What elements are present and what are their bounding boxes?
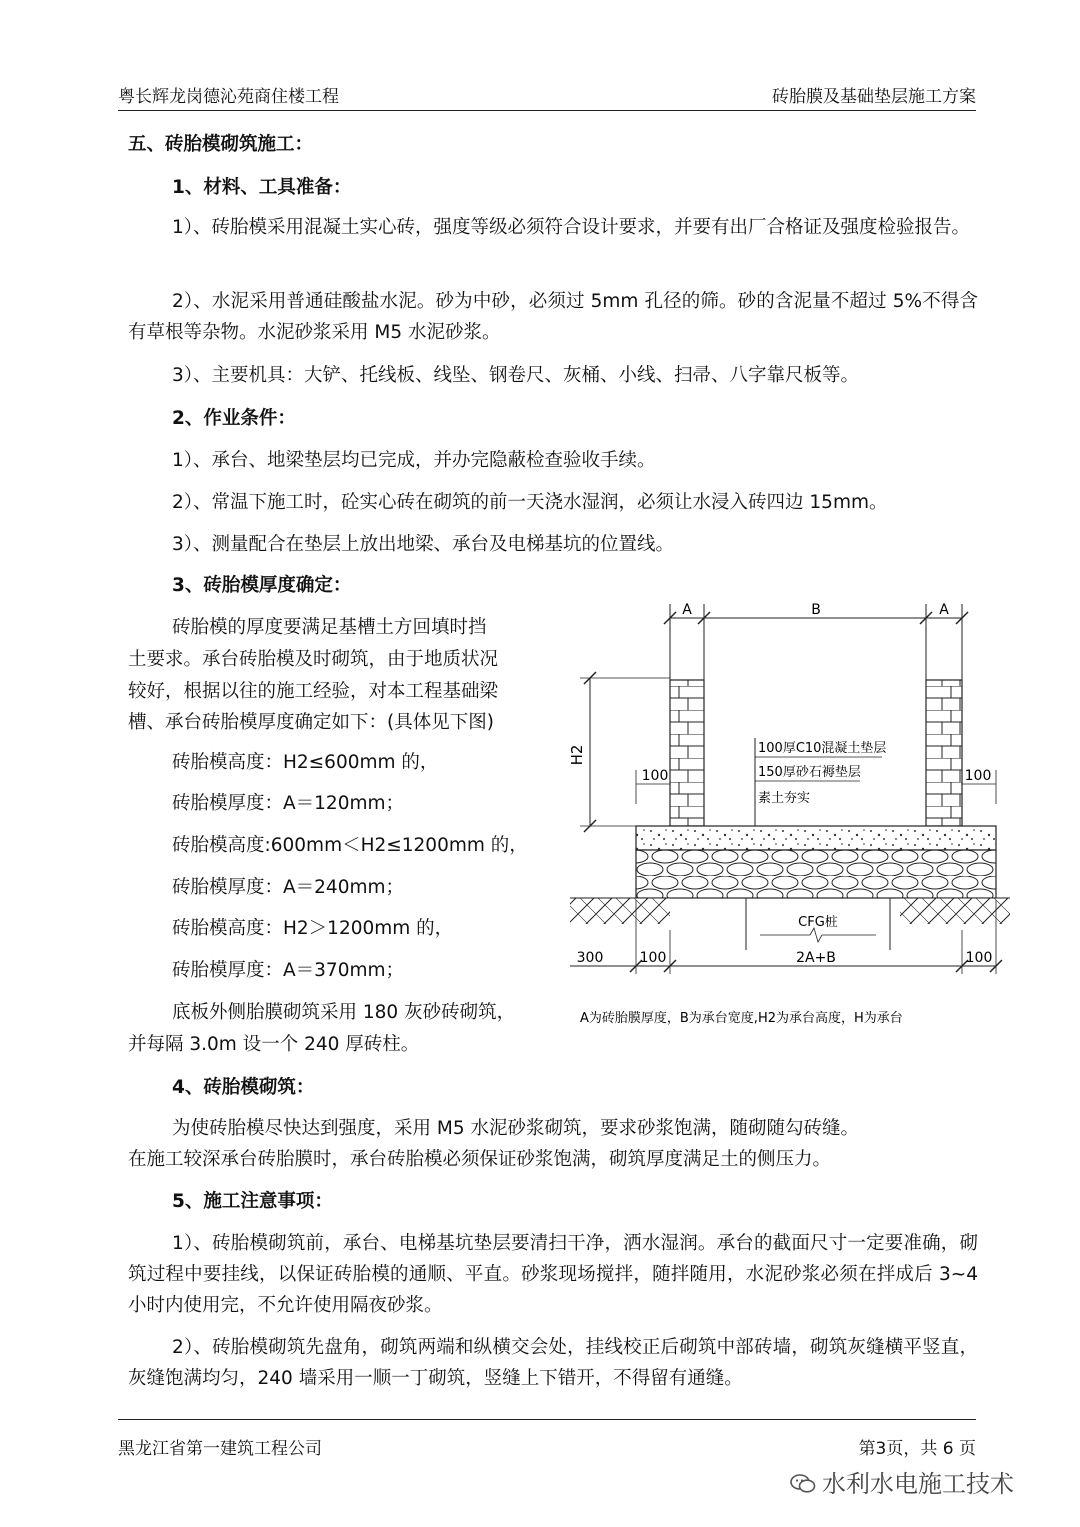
- rule-line: 砖胎模厚度：A＝370mm；: [172, 960, 405, 981]
- concrete-cushion-layer: [636, 826, 996, 850]
- dim-label-100: 100: [965, 950, 993, 966]
- footer-company: 黑龙江省第一建筑工程公司: [118, 1439, 322, 1459]
- dim-label-300: 300: [576, 950, 604, 966]
- paragraph: 2）、砖胎模砌筑先盘角，砌筑两端和纵横交会处，挂线校正后砌筑中部砖墙，砌筑灰缝横平竖直，灰缝饱满均匀，240 墙采用一顺一丁砌筑，竖缝上下错开，不得留有通缝。: [128, 1337, 978, 1389]
- page-footer: [118, 1419, 976, 1459]
- dim-label-2a-b: 2A+B: [796, 950, 836, 966]
- paragraph: 1）、砖胎模砌筑前，承台、电梯基坑垫层要清扫干净，洒水湿润。承台的截面尺寸一定要准确，砌筑过程中要挂线，以保证砖胎模的通顺、平直。砂浆现场搅拌，随拌随用，水泥砂浆必须在拌成后 3~4 小时内使用完，不允许使用隔夜砂浆。: [128, 1233, 978, 1316]
- dim-label-100: 100: [964, 768, 992, 784]
- layer-label-concrete: 100厚C10混凝土垫层: [758, 741, 887, 756]
- paragraph-line: 较好，根据以往的施工经验，对本工程基础梁: [128, 681, 499, 702]
- paragraph-line: 在施工较深承台砖胎膜时，承台砖胎模必须保证砂浆饱满，砌筑厚度满足土的侧压力。: [128, 1149, 832, 1170]
- paragraph-line: 槽、承台砖胎模厚度确定如下：(具体见下图): [128, 712, 494, 733]
- layer-label-soil: 素土夯实: [758, 791, 811, 806]
- header-document-title: 砖胎膜及基础垫层施工方案: [772, 87, 976, 107]
- section-heading: 五、砖胎模砌筑施工：: [128, 134, 314, 155]
- wechat-icon: [790, 1474, 816, 1494]
- brick-formwork-diagram: [560, 590, 1020, 1040]
- paragraph: 3）、主要机具：大铲、托线板、线坠、钢卷尺、灰桶、小线、扫帚、八字靠尺板等。: [172, 365, 860, 386]
- paragraph: 1）、砖胎模采用混凝土实心砖，强度等级必须符合设计要求，并要有出厂合格证及强度检验报告。: [172, 217, 971, 238]
- paragraph: 为使砖胎模尽快达到强度，采用 M5 水泥砂浆砌筑，要求砂浆饱满，随砌随勾砖缝。: [172, 1118, 859, 1139]
- dim-label-100: 100: [641, 768, 669, 784]
- paragraph-line: 底板外侧胎膜砌筑采用 180 灰砂砖砌筑，: [172, 1002, 516, 1023]
- rule-line: 砖胎模厚度：A＝240mm；: [172, 877, 405, 898]
- footer-page-number: 第3页，共 6 页: [858, 1439, 976, 1459]
- brick-wall-right: [926, 680, 962, 826]
- page-header: [118, 80, 976, 111]
- subsection-heading: 3、砖胎模厚度确定：: [172, 575, 352, 596]
- soil-hatch-left: [570, 898, 670, 924]
- layer-label-sand-gravel: 150厚砂石褥垫层: [758, 765, 861, 780]
- rule-line: 砖胎模高度：H2＞1200mm 的，: [172, 918, 454, 939]
- soil-hatch-right: [900, 898, 1010, 924]
- paragraph: 3）、测量配合在垫层上放出地梁、承台及电梯基坑的位置线。: [172, 534, 675, 555]
- subsection-heading: 2、作业条件：: [172, 408, 296, 429]
- brick-wall-left: [670, 680, 704, 826]
- rule-line: 砖胎模厚度：A＝120mm；: [172, 793, 405, 814]
- dim-label-a: A: [939, 602, 949, 618]
- subsection-heading: 1、材料、工具准备：: [172, 177, 352, 198]
- dim-label-100: 100: [639, 950, 667, 966]
- paragraph-line: 砖胎模的厚度要满足基槽土方回填时挡: [172, 617, 487, 638]
- subsection-heading: 4、砖胎模砌筑：: [172, 1077, 315, 1098]
- dim-label-h2: H2: [568, 744, 586, 766]
- sand-gravel-layer: [636, 850, 996, 898]
- header-project-name: 粤长辉龙岗德沁苑商住楼工程: [118, 87, 339, 107]
- paragraph: 2）、水泥采用普通硅酸盐水泥。砂为中砂，必须过 5mm 孔径的筛。砂的含泥量不超过 5%不得含有草根等杂物。水泥砂浆采用 M5 水泥砂浆。: [128, 291, 978, 343]
- paragraph-line: 土要求。承台砖胎模及时砌筑，由于地质状况: [128, 649, 499, 670]
- watermark-text: 水利水电施工技术: [822, 1470, 1014, 1498]
- paragraph-line: 并每隔 3.0m 设一个 240 厚砖柱。: [128, 1034, 420, 1055]
- paragraph: 2）、常温下施工时，砼实心砖在砌筑的前一天浇水湿润，必须让水浸入砖四边 15mm。: [172, 492, 888, 513]
- cfg-pile-label: CFG桩: [798, 915, 838, 930]
- subsection-heading: 5、施工注意事项：: [172, 1191, 333, 1212]
- paragraph: 1）、承台、地梁垫层均已完成，并办完隐蔽检查验收手续。: [172, 450, 656, 471]
- rule-line: 砖胎模高度:600mm＜H2≤1200mm 的，: [172, 835, 528, 856]
- dim-label-b: B: [811, 602, 821, 618]
- diagram-caption: A为砖胎膜厚度，B为承台宽度,H2为承台高度，H为承台: [580, 1011, 903, 1026]
- rule-line: 砖胎模高度：H2≤600mm 的，: [172, 752, 439, 773]
- dim-label-a: A: [682, 602, 692, 618]
- watermark: [790, 1464, 1014, 1499]
